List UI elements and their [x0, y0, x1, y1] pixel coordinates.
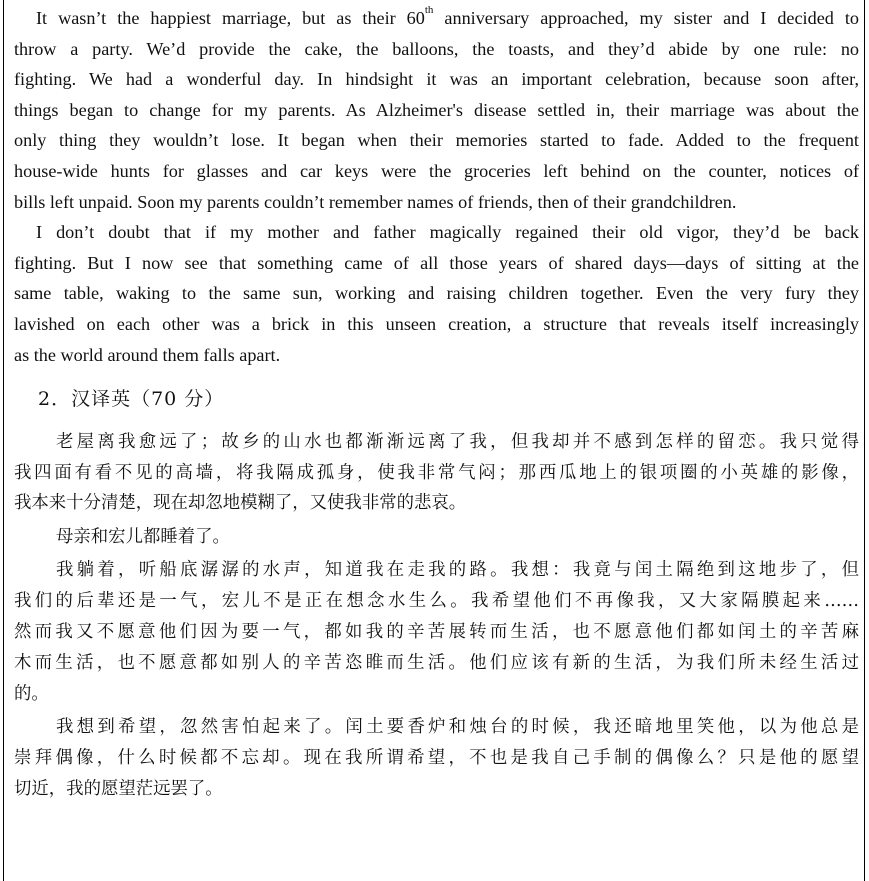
- english-p1-line-5: only thing they wouldn’t lose. It began when their memories started to fade. Added to the frequent: [14, 130, 859, 151]
- chinese-p4-line-2: 崇拜偶像，什么时候都不忘却。现在我所谓希望，不也是我自己手制的偶像么？只是他的愿望: [14, 748, 859, 768]
- chinese-p3-line-3: 然而我又不愿意他们因为要一气，都如我的辛苦展转而生活，也不愿意他们都如闰土的辛苦麻: [14, 622, 859, 642]
- chinese-p3-line-1: 我躺着，听船底潺潺的水声，知道我在走我的路。我想：我竟与闰土隔绝到这地步了，但: [56, 560, 859, 580]
- english-p1-line-1-text-cont: anniversary approached, my sister and I decided to: [433, 8, 859, 28]
- english-p2-line-4: lavished on each other was a brick in this unseen creation, a structure that reveals itself increasingly: [14, 314, 859, 334]
- english-p1-line-1: [14, 3, 859, 34]
- chinese-p4-line-3: 切近，我的愿望茫远罢了。: [14, 779, 223, 799]
- chinese-p1-line-3: 我本来十分清楚，现在却忽地模糊了，又使我非常的悲哀。: [14, 493, 467, 513]
- english-p1-line-6: house-wide hunts for glasses and car keys were the groceries left behind on the counter, notices of: [14, 161, 859, 181]
- chinese-p3-line-4: 木而生活，也不愿意都如别人的辛苦恣睢而生活。他们应该有新的生活，为我们所未经生活过: [14, 653, 859, 673]
- english-p2-line-3: same table, waking to the same sun, working and raising children together. Even the very fury they: [14, 283, 859, 304]
- english-p1-line-3: fighting. We had a wonderful day. In hindsight it was an important celebration, because soon after,: [14, 69, 859, 90]
- english-p1-line-1-text: It wasn’t the happiest marriage, but as their 60: [36, 8, 425, 28]
- chinese-p3-line-2: 我们的后辈还是一气，宏儿不是正在想念水生么。我希望他们不再像我，又大家隔膜起来……: [14, 591, 859, 611]
- chinese-p1-line-1: 老屋离我愈远了；故乡的山水也都渐渐远离了我，但我却并不感到怎样的留恋。我只觉得: [56, 432, 859, 452]
- chinese-p2-line-1: 母亲和宏儿都睡着了。: [56, 527, 230, 547]
- english-p2-line-2: fighting. But I now see that something came of all those years of shared days—days of sitting at the: [14, 252, 859, 273]
- english-p1-line-2: throw a party. We’d provide the cake, the balloons, the toasts, and they’d abide by one rule: no: [14, 38, 859, 59]
- english-p2-line-5: as the world around them falls apart.: [14, 344, 281, 365]
- english-paragraph-1: [14, 3, 859, 34]
- document-page: [3, 0, 865, 881]
- ordinal-superscript: th: [424, 4, 434, 16]
- chinese-p1-line-2: 我四面有看不见的高墙，将我隔成孤身，使我非常气闷；那西瓜地上的银项圈的小英雄的影像，: [14, 462, 859, 483]
- chinese-p3-line-5: 的。: [14, 684, 49, 704]
- english-p2-line-1: I don’t doubt that if my mother and father magically regained their old vigor, they’d be back: [36, 222, 859, 243]
- section-heading: 2．汉译英（70 分）: [38, 388, 225, 410]
- english-p1-line-7: bills left unpaid. Soon my parents couldn’t remember names of friends, then of their grandchildren.: [14, 191, 737, 212]
- english-p1-line-4: things began to change for my parents. As Alzheimer's disease settled in, their marriage was about the: [14, 99, 859, 120]
- chinese-p4-line-1: 我想到希望，忽然害怕起来了。闰土要香炉和烛台的时候，我还暗地里笑他，以为他总是: [56, 717, 859, 737]
